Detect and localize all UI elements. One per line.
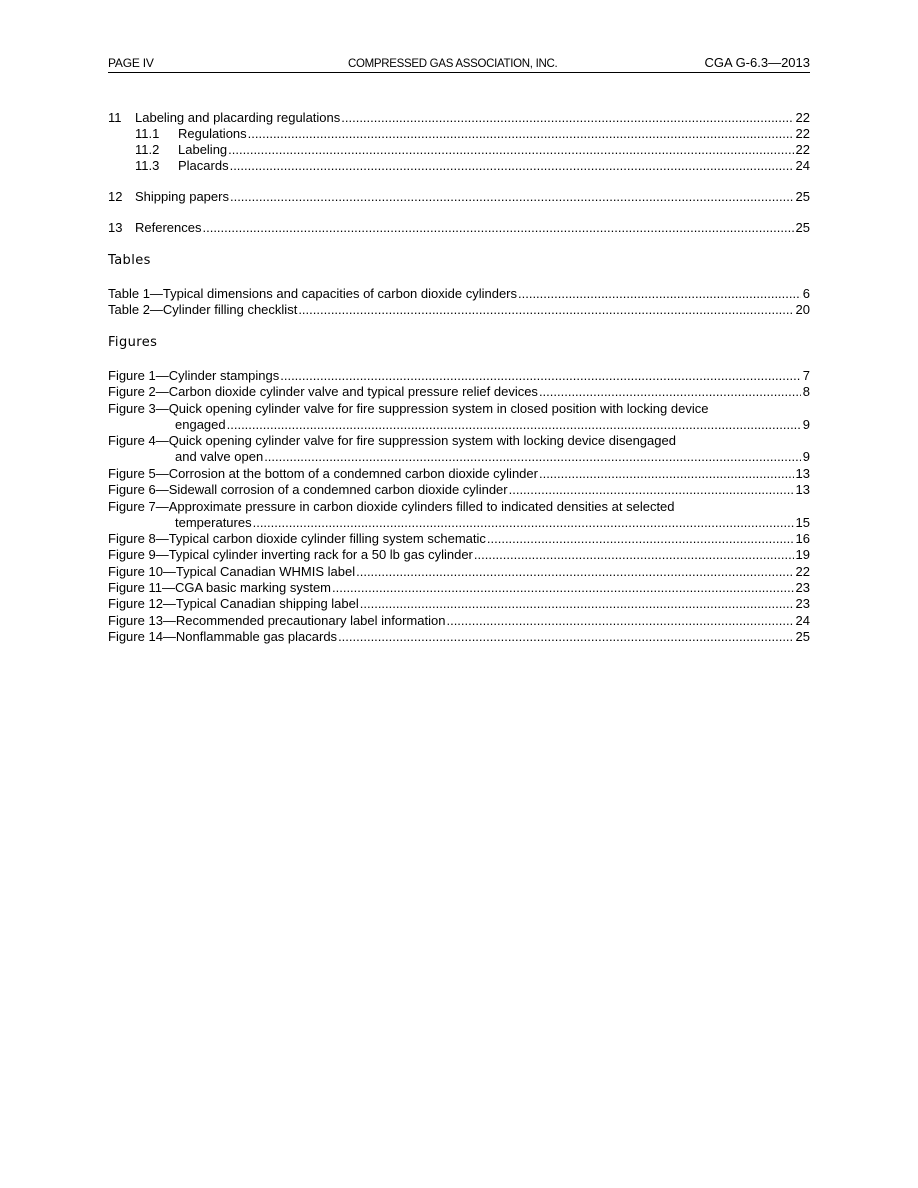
figure-title-continued: engaged	[175, 417, 226, 432]
section-number: 11.1	[135, 126, 160, 141]
figure-title: Figure 9—Typical cylinder inverting rack for a 50 lb gas cylinder	[108, 547, 473, 562]
toc-entry-figure-8[interactable]	[108, 531, 810, 547]
section-number: 12	[108, 189, 123, 204]
page-number: 23	[795, 596, 810, 611]
dot-leader	[518, 286, 801, 302]
page-number: 13	[795, 482, 810, 497]
dot-leader	[474, 547, 794, 563]
toc-entry-figure-11[interactable]	[108, 580, 810, 596]
figure-title: Figure 10—Typical Canadian WHMIS label	[108, 564, 356, 579]
figure-title: Figure 1—Cylinder stampings	[108, 368, 280, 383]
figure-title: Figure 13—Recommended precautionary label information	[108, 613, 446, 628]
figure-title: Figure 14—Nonflammable gas placards	[108, 629, 338, 644]
toc-entry-figure-10[interactable]	[108, 564, 810, 580]
tables-heading: Tables	[108, 253, 151, 268]
toc-entry-section-13[interactable]	[108, 220, 810, 236]
toc-entry-figure-1[interactable]	[108, 368, 810, 384]
page-number: 24	[795, 158, 810, 173]
dot-leader	[539, 384, 801, 400]
dot-leader	[280, 368, 801, 384]
toc-entry-figure-4[interactable]	[175, 449, 810, 465]
page-number: 25	[795, 189, 810, 204]
dot-leader	[332, 580, 794, 596]
page-header	[108, 55, 810, 73]
table-title: Table 2—Cylinder filling checklist	[108, 302, 298, 317]
page-number: 22	[795, 126, 810, 141]
dot-leader	[298, 302, 793, 318]
section-title: Regulations	[178, 126, 247, 141]
section-title: Shipping papers	[135, 189, 229, 204]
toc-entry-figure-14[interactable]	[108, 629, 810, 645]
dot-leader	[338, 629, 793, 645]
dot-leader	[248, 126, 794, 142]
dot-leader	[227, 417, 801, 433]
section-title: Placards	[178, 158, 229, 173]
toc-entry-figure-6[interactable]	[108, 482, 810, 498]
page-number: 15	[795, 515, 810, 530]
page-number: 22	[795, 564, 810, 579]
dot-leader	[341, 110, 793, 126]
figure-4-title-line1[interactable]: Figure 4—Quick opening cylinder valve for fire suppression system with locking device disengaged	[108, 433, 676, 448]
toc-entry-figure-9[interactable]	[108, 547, 810, 563]
page-number: 6	[802, 286, 810, 301]
header-document-id: CGA G-6.3—2013	[704, 55, 810, 70]
header-page-number: PAGE IV	[108, 56, 154, 70]
toc-entry-section-11-2[interactable]	[135, 142, 810, 158]
page-number: 9	[802, 417, 810, 432]
figure-title: Figure 5—Corrosion at the bottom of a condemned carbon dioxide cylinder	[108, 466, 538, 481]
dot-leader	[487, 531, 794, 547]
page-number: 7	[802, 368, 810, 383]
section-number: 11.3	[135, 158, 160, 173]
section-number: 11.2	[135, 142, 160, 157]
figure-title: Figure 6—Sidewall corrosion of a condemned carbon dioxide cylinder	[108, 482, 508, 497]
dot-leader	[230, 158, 794, 174]
figure-title-continued: temperatures	[175, 515, 252, 530]
toc-entry-figure-12[interactable]	[108, 596, 810, 612]
section-title: Labeling and placarding regulations	[135, 110, 341, 125]
page-number: 22	[795, 110, 810, 125]
toc-entry-section-11-1[interactable]	[135, 126, 810, 142]
page-number: 25	[795, 220, 810, 235]
figure-title: Figure 11—CGA basic marking system	[108, 580, 331, 595]
page-number: 19	[795, 547, 810, 562]
page-number: 9	[802, 449, 810, 464]
toc-entry-section-11-3[interactable]	[135, 158, 810, 174]
page-number: 23	[795, 580, 810, 595]
dot-leader	[360, 596, 794, 612]
section-number: 13	[108, 220, 123, 235]
section-number: 11	[108, 110, 122, 125]
page-number: 24	[795, 613, 810, 628]
dot-leader	[253, 515, 794, 531]
section-title: References	[135, 220, 202, 235]
page-number: 8	[802, 384, 810, 399]
figure-title: Figure 12—Typical Canadian shipping label	[108, 596, 359, 611]
dot-leader	[228, 142, 793, 158]
dot-leader	[539, 466, 794, 482]
page-number: 25	[795, 629, 810, 644]
toc-entry-section-11[interactable]	[108, 110, 810, 126]
page-number: 13	[795, 466, 810, 481]
toc-entry-figure-3[interactable]	[175, 417, 810, 433]
figure-title: Figure 8—Typical carbon dioxide cylinder filling system schematic	[108, 531, 486, 546]
toc-entry-table-1[interactable]	[108, 286, 810, 302]
figure-7-title-line1[interactable]: Figure 7—Approximate pressure in carbon dioxide cylinders filled to indicated densities at selected	[108, 499, 675, 514]
dot-leader	[356, 564, 793, 580]
toc-entry-figure-13[interactable]	[108, 613, 810, 629]
table-title: Table 1—Typical dimensions and capacities of carbon dioxide cylinders	[108, 286, 517, 301]
header-publisher: COMPRESSED GAS ASSOCIATION, INC.	[346, 55, 559, 72]
dot-leader	[509, 482, 794, 498]
dot-leader	[264, 449, 801, 465]
toc-entry-figure-7[interactable]	[175, 515, 810, 531]
page-number: 22	[795, 142, 810, 157]
page-number: 16	[795, 531, 810, 546]
section-title: Labeling	[178, 142, 228, 157]
page-number: 20	[795, 302, 810, 317]
toc-entry-figure-2[interactable]	[108, 384, 810, 400]
figures-heading: Figures	[108, 335, 158, 350]
toc-entry-figure-5[interactable]	[108, 466, 810, 482]
toc-entry-section-12[interactable]	[108, 189, 810, 205]
dot-leader	[230, 189, 794, 205]
toc-entry-table-2[interactable]	[108, 302, 810, 318]
dot-leader	[446, 613, 793, 629]
figure-3-title-line1[interactable]: Figure 3—Quick opening cylinder valve for fire suppression system in closed position with locking device	[108, 401, 709, 416]
figure-title-continued: and valve open	[175, 449, 264, 464]
dot-leader	[202, 220, 793, 236]
figure-title: Figure 2—Carbon dioxide cylinder valve and typical pressure relief devices	[108, 384, 538, 399]
